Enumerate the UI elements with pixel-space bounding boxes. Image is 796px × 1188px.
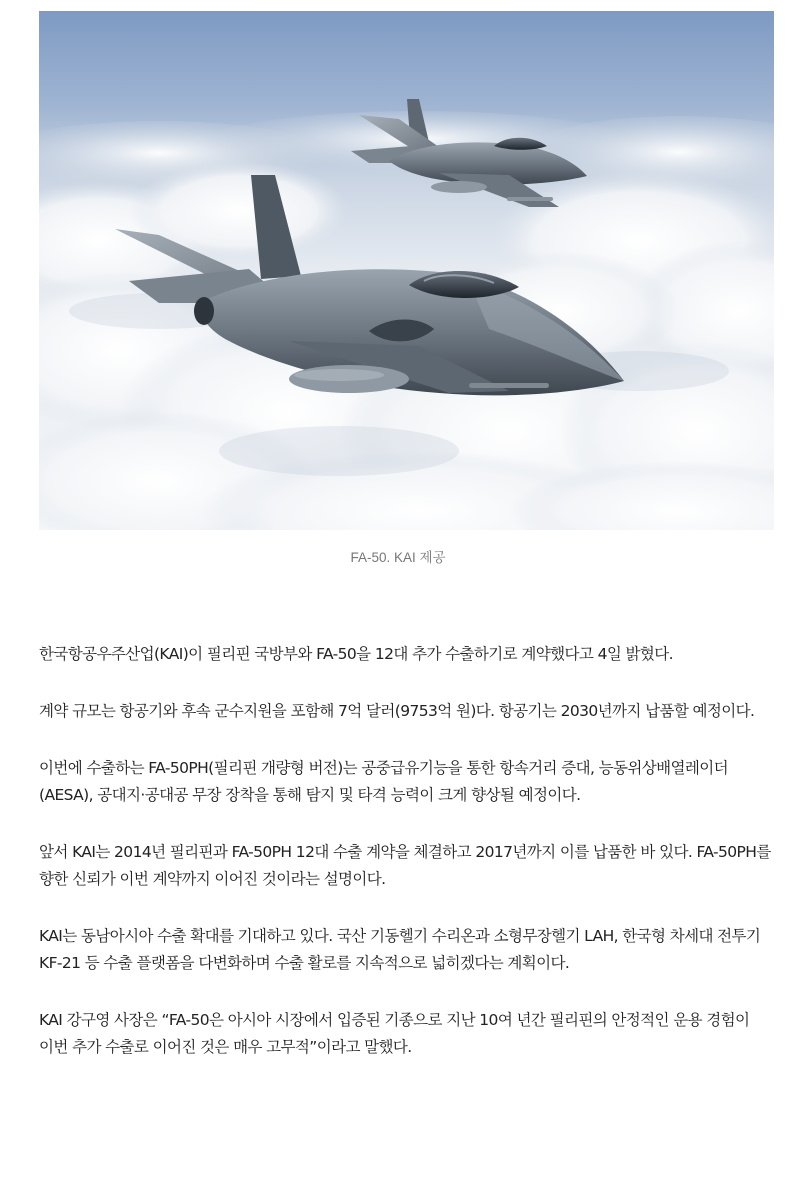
fa50-jets-photo (39, 11, 774, 530)
article-paragraph: 이번에 수출하는 FA-50PH(필리핀 개량형 버전)는 공중급유기능을 통한 항속거리 증대, 능동위상배열레이더(AESA), 공대지·공대공 무장 장착을 통해 탐지 및 타격 능력이 크게 향상될 예정이다. (39, 759, 728, 804)
photo-caption: FA-50. KAI 제공 (350, 550, 446, 565)
article-paragraph: 앞서 KAI는 2014년 필리핀과 FA-50PH 12대 수출 계약을 체결하고 2017년까지 이를 납품한 바 있다. FA-50PH를 향한 신뢰가 이번 계약까지 이어진 것이라는 설명이다. (39, 843, 771, 888)
article-body (39, 641, 777, 1091)
article-paragraph: 한국항공우주산업(KAI)이 필리핀 국방부와 FA-50을 12대 추가 수출하기로 계약했다고 4일 밝혔다. (39, 645, 673, 663)
article-paragraph: KAI 강구영 사장은 “FA-50은 아시아 시장에서 입증된 기종으로 지난 10여 년간 필리핀의 안정적인 운용 경험이 이번 추가 수출로 이어진 것은 매우 고무적”이라고 말했다. (39, 1011, 750, 1056)
article-paragraph: KAI는 동남아시아 수출 확대를 기대하고 있다. 국산 기동헬기 수리온과 소형무장헬기 LAH, 한국형 차세대 전투기 KF-21 등 수출 플랫폼을 다변화하며 수출 활로를 지속적으로 넓히겠다는 계획이다. (39, 927, 761, 972)
article-paragraph: 계약 규모는 항공기와 후속 군수지원을 포함해 7억 달러(9753억 원)다. 항공기는 2030년까지 납품할 예정이다. (39, 702, 755, 720)
